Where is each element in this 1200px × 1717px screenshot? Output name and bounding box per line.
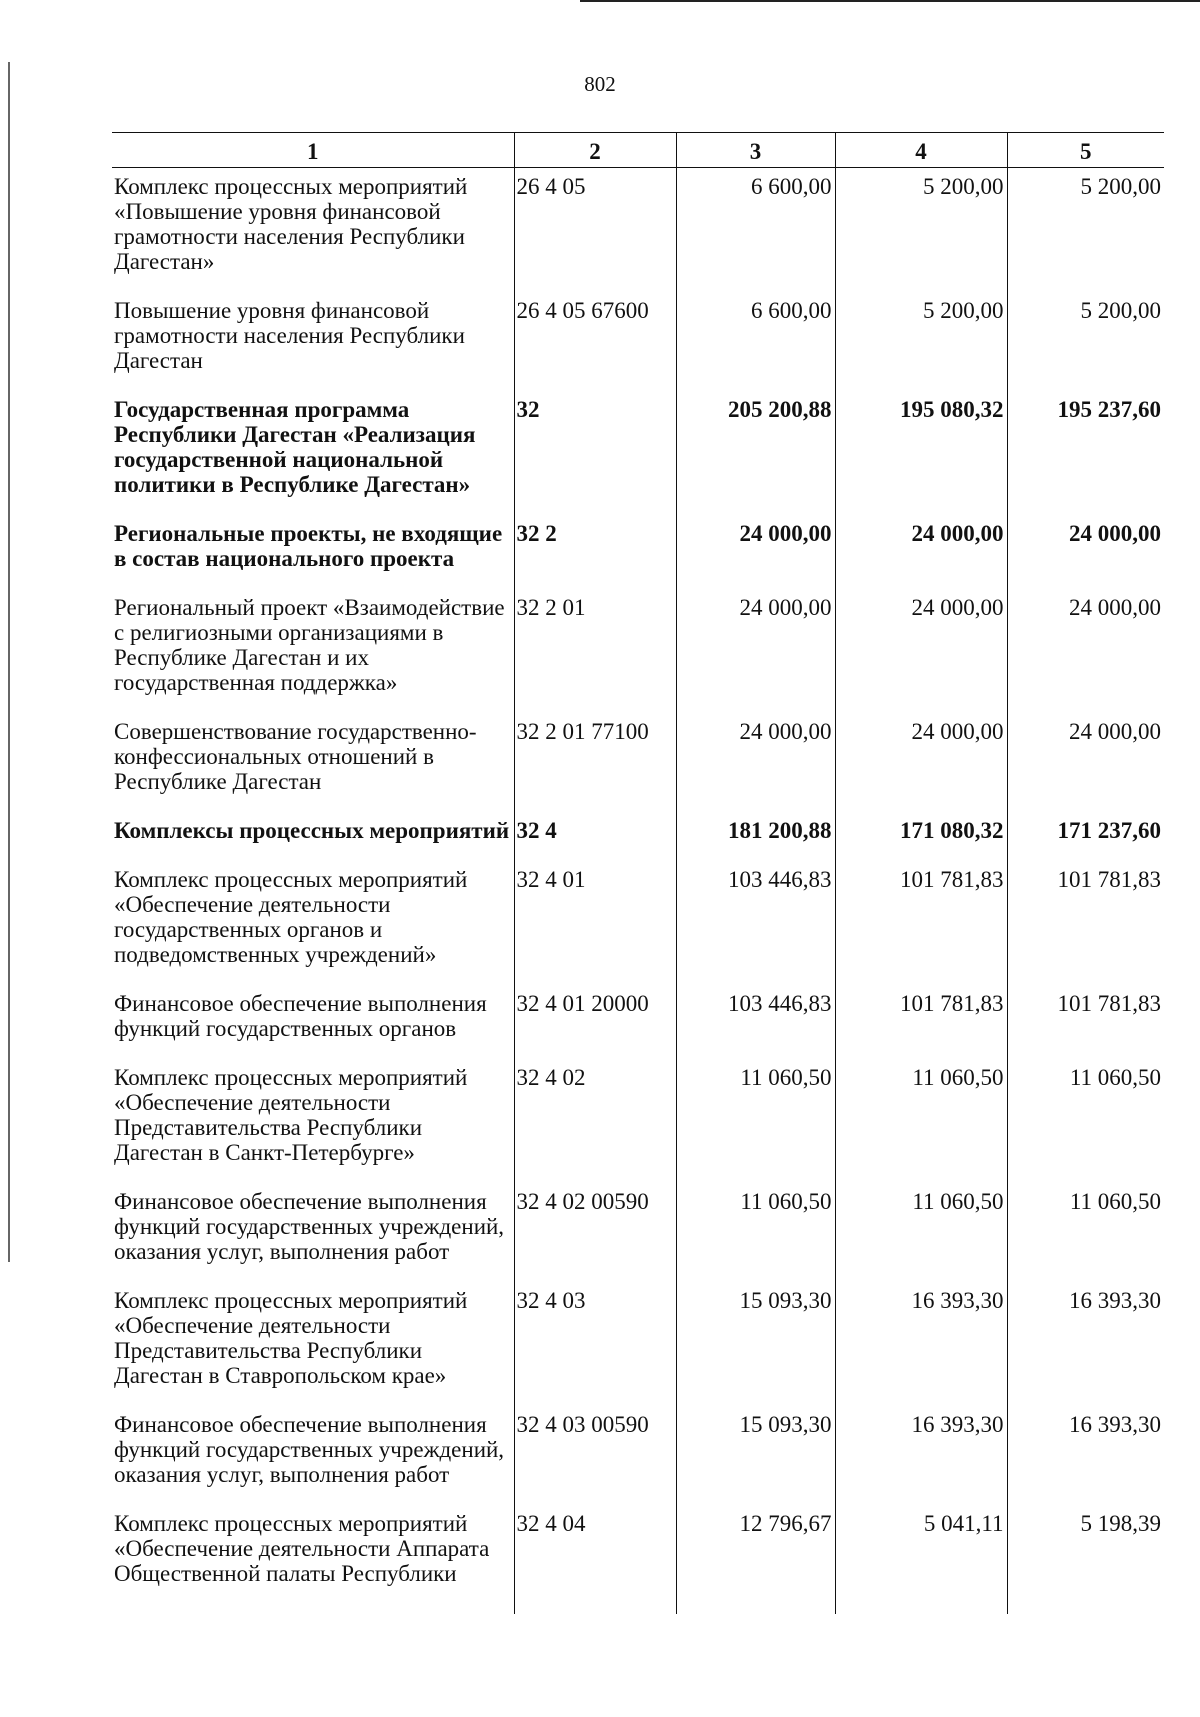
table-row <box>112 391 1164 515</box>
row-value-col4-cell: 11 060,50 <box>835 1059 1007 1183</box>
row-code-cell: 32 4 02 00590 <box>514 1183 676 1282</box>
table-row <box>112 861 1164 985</box>
row-value-col4-cell: 101 781,83 <box>835 861 1007 985</box>
column-header-4: 4 <box>835 133 1007 168</box>
row-value-col4-cell: 5 200,00 <box>835 168 1007 293</box>
row-value-col3-cell: 24 000,00 <box>676 515 835 589</box>
row-value-col5-cell: 101 781,83 <box>1007 985 1164 1059</box>
row-value-col4-cell: 101 781,83 <box>835 985 1007 1059</box>
row-value-col5-cell: 195 237,60 <box>1007 391 1164 515</box>
row-code-cell: 32 2 01 <box>514 589 676 713</box>
column-header-1: 1 <box>112 133 514 168</box>
row-value-col3-cell: 6 600,00 <box>676 168 835 293</box>
table-row <box>112 292 1164 391</box>
row-name-cell: Комплекс процессных мероприятий «Обеспечение деятельности Представительства Республики Дагестан в Ставропольском крае» <box>114 1288 468 1388</box>
row-code-cell: 32 4 04 <box>514 1505 676 1614</box>
row-value-col4-cell: 5 200,00 <box>835 292 1007 391</box>
row-name-cell: Финансовое обеспечение выполнения функций государственных органов <box>114 991 487 1041</box>
left-margin-rule <box>8 62 10 1262</box>
row-value-col3-cell: 103 446,83 <box>676 861 835 985</box>
column-header-5: 5 <box>1007 133 1164 168</box>
row-name-cell: Региональный проект «Взаимодействие с религиозными организациями в Республике Дагестан и их государственная поддержка» <box>114 595 505 695</box>
row-value-col4-cell: 171 080,32 <box>835 812 1007 861</box>
row-code-cell: 32 2 01 77100 <box>514 713 676 812</box>
row-value-col4-cell: 24 000,00 <box>835 713 1007 812</box>
row-value-col5-cell: 24 000,00 <box>1007 713 1164 812</box>
table-row <box>112 985 1164 1059</box>
row-name-cell: Совершенствование государственно-конфессиональных отношений в Республике Дагестан <box>114 719 477 794</box>
row-value-col5-cell: 16 393,30 <box>1007 1282 1164 1406</box>
row-name-cell: Комплекс процессных мероприятий «Повышение уровня финансовой грамотности населения Республики Дагестан» <box>114 174 468 274</box>
row-name-cell: Комплексы процессных мероприятий <box>114 818 510 843</box>
row-value-col4-cell: 24 000,00 <box>835 515 1007 589</box>
row-value-col3-cell: 24 000,00 <box>676 589 835 713</box>
row-name-cell: Комплекс процессных мероприятий «Обеспечение деятельности Аппарата Общественной палаты Республики <box>114 1511 490 1586</box>
row-value-col4-cell: 5 041,11 <box>835 1505 1007 1614</box>
row-value-col4-cell: 24 000,00 <box>835 589 1007 713</box>
table-row <box>112 1183 1164 1282</box>
row-value-col5-cell: 11 060,50 <box>1007 1059 1164 1183</box>
top-rule <box>580 0 1200 2</box>
row-code-cell: 32 4 <box>514 812 676 861</box>
row-name-cell: Финансовое обеспечение выполнения функций государственных учреждений, оказания услуг, выполнения работ <box>114 1189 505 1264</box>
row-code-cell: 32 4 01 <box>514 861 676 985</box>
row-value-col4-cell: 16 393,30 <box>835 1406 1007 1505</box>
row-code-cell: 32 2 <box>514 515 676 589</box>
column-header-3: 3 <box>676 133 835 168</box>
table-body <box>112 168 1164 1615</box>
row-value-col5-cell: 5 200,00 <box>1007 292 1164 391</box>
row-value-col3-cell: 205 200,88 <box>676 391 835 515</box>
row-value-col5-cell: 101 781,83 <box>1007 861 1164 985</box>
row-name-cell: Финансовое обеспечение выполнения функций государственных учреждений, оказания услуг, выполнения работ <box>114 1412 505 1487</box>
row-name-cell: Региональные проекты, не входящие в состав национального проекта <box>114 521 503 571</box>
row-value-col3-cell: 11 060,50 <box>676 1059 835 1183</box>
row-code-cell: 32 <box>514 391 676 515</box>
table-row <box>112 515 1164 589</box>
page-number: 802 <box>584 72 616 96</box>
row-value-col3-cell: 15 093,30 <box>676 1282 835 1406</box>
budget-table <box>112 132 1164 1614</box>
row-value-col3-cell: 11 060,50 <box>676 1183 835 1282</box>
row-name-cell: Государственная программа Республики Дагестан «Реализация государственной национальной политики в Республике Дагестан» <box>114 397 476 497</box>
row-value-col5-cell: 171 237,60 <box>1007 812 1164 861</box>
row-value-col3-cell: 6 600,00 <box>676 292 835 391</box>
row-name-cell: Комплекс процессных мероприятий «Обеспечение деятельности государственных органов и подведомственных учреждений» <box>114 867 468 967</box>
row-value-col3-cell: 181 200,88 <box>676 812 835 861</box>
column-header-2: 2 <box>514 133 676 168</box>
row-value-col3-cell: 12 796,67 <box>676 1505 835 1614</box>
table-header-row <box>112 133 1164 168</box>
row-value-col5-cell: 5 198,39 <box>1007 1505 1164 1614</box>
row-value-col3-cell: 15 093,30 <box>676 1406 835 1505</box>
row-value-col3-cell: 103 446,83 <box>676 985 835 1059</box>
row-code-cell: 32 4 03 00590 <box>514 1406 676 1505</box>
table-row <box>112 589 1164 713</box>
row-value-col5-cell: 5 200,00 <box>1007 168 1164 293</box>
row-value-col4-cell: 195 080,32 <box>835 391 1007 515</box>
table-row <box>112 812 1164 861</box>
row-code-cell: 32 4 02 <box>514 1059 676 1183</box>
table-row <box>112 168 1164 293</box>
row-value-col5-cell: 11 060,50 <box>1007 1183 1164 1282</box>
row-value-col5-cell: 24 000,00 <box>1007 589 1164 713</box>
row-value-col5-cell: 16 393,30 <box>1007 1406 1164 1505</box>
row-value-col4-cell: 16 393,30 <box>835 1282 1007 1406</box>
table-row <box>112 1406 1164 1505</box>
row-name-cell: Повышение уровня финансовой грамотности населения Республики Дагестан <box>114 298 465 373</box>
table-row <box>112 1059 1164 1183</box>
row-code-cell: 26 4 05 <box>514 168 676 293</box>
row-code-cell: 32 4 01 20000 <box>514 985 676 1059</box>
row-value-col4-cell: 11 060,50 <box>835 1183 1007 1282</box>
row-code-cell: 26 4 05 67600 <box>514 292 676 391</box>
table-row <box>112 713 1164 812</box>
row-code-cell: 32 4 03 <box>514 1282 676 1406</box>
table-row <box>112 1282 1164 1406</box>
row-value-col5-cell: 24 000,00 <box>1007 515 1164 589</box>
row-value-col3-cell: 24 000,00 <box>676 713 835 812</box>
table-row <box>112 1505 1164 1614</box>
row-name-cell: Комплекс процессных мероприятий «Обеспечение деятельности Представительства Республики Дагестан в Санкт-Петербурге» <box>114 1065 468 1165</box>
